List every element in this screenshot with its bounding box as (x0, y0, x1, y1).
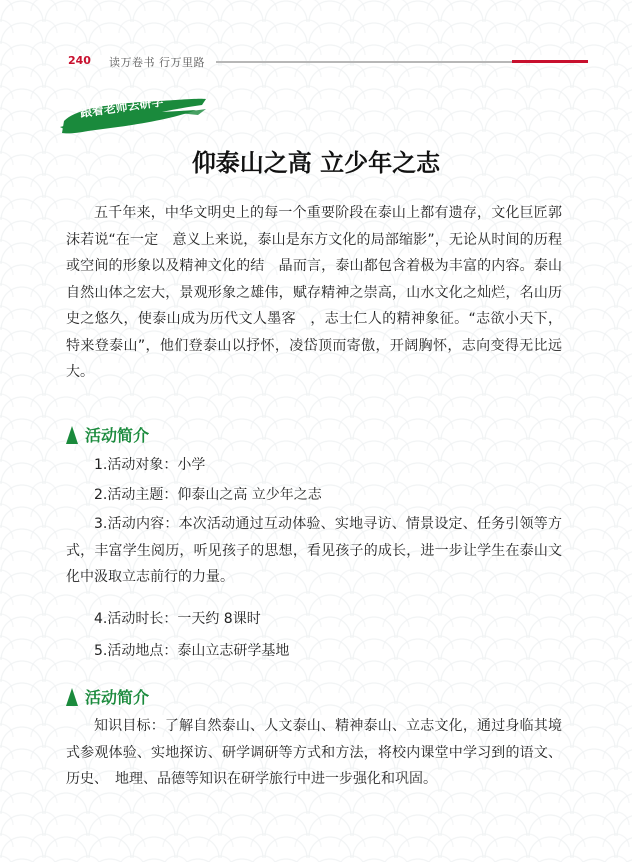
activity-item-content: 3.活动内容：本次活动通过互动体验、实地寻访、情景设定、任务引领等方式，丰富学生阅历，听见孩子的思想，看见孩子的成长，进一步让学生在泰山文化中汲取立志前行的力量。 (66, 516, 562, 585)
section-heading-text: 活动简介 (85, 688, 150, 707)
page-number: 240 (68, 54, 91, 67)
activity-item-theme: 2.活动主题：仰泰山之高 立少年之志 (94, 487, 322, 503)
running-header (0, 51, 632, 73)
knowledge-goal-paragraph: 知识目标：了解自然泰山、人文泰山、精神泰山、立志文化，通过身临其境式参观体验、实地探访、研学调研等方式和方法，将校内课堂中学习到的语文、历史、 地理、品德等知识在研学旅行中进一步强化和巩固。 (66, 718, 562, 787)
header-rule-gray (216, 61, 512, 63)
activity-item-location: 5.活动地点：泰山立志研学基地 (94, 643, 290, 659)
triangle-icon (66, 426, 78, 444)
banner-label: 跟着老师去研学 (79, 94, 165, 120)
running-title: 读万卷书 行万里路 (109, 56, 205, 69)
activity-item-target: 1.活动对象：小学 (94, 457, 206, 473)
article-title: 仰泰山之高 立少年之志 (191, 148, 441, 177)
header-rule-red (512, 60, 588, 63)
triangle-icon (66, 688, 78, 706)
section-heading-text: 活动简介 (85, 426, 150, 445)
intro-paragraph: 五千年来，中华文明史上的每一个重要阶段在泰山上都有遗存，文化巨匠郭沫若说“在一定 意义上来说，泰山是东方文化的局部缩影”，无论从时间的历程或空间的形象以及精神文化的结 晶而言，泰山都包含着极为丰富的内容。泰山自然山体之宏大，景观形象之雄伟，赋存精神之崇高，山水文化之灿烂，名山历史之悠久，使泰山成为历代文人墨客 ，志士仁人的精神象征。“志欲小天下，特来登泰山”，他们登泰山以抒怀，凌岱顶而寄傲，开阔胸怀，志向变得无比远大。 (66, 205, 562, 380)
activity-item-duration: 4.活动时长：一天约 8课时 (94, 611, 261, 627)
